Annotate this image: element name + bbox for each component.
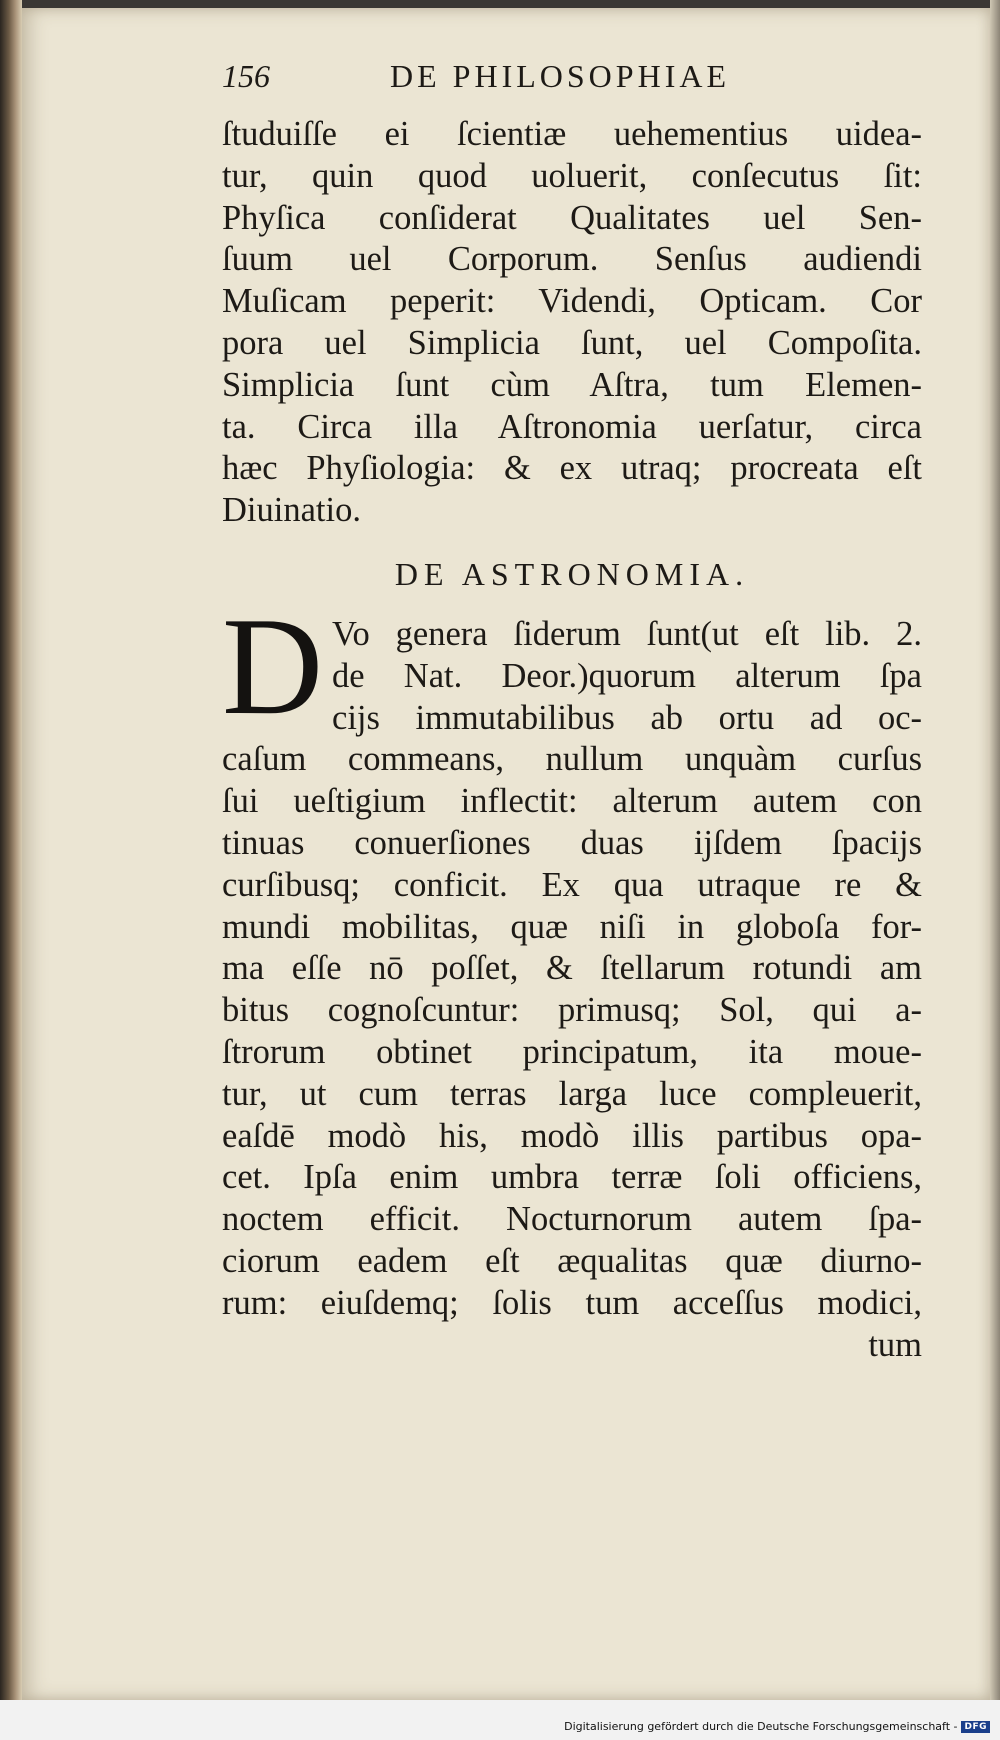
text-line: Diuinatio. bbox=[222, 491, 361, 530]
text-line: de Nat. Deor.)quorum alterum ſpa bbox=[332, 656, 922, 695]
drop-cap: D bbox=[222, 589, 324, 744]
section-heading: DE ASTRONOMIA. bbox=[394, 556, 750, 592]
catchword: tum bbox=[868, 1325, 922, 1364]
running-head: DE PHILOSOPHIAE bbox=[390, 58, 730, 94]
book-binding-edge bbox=[0, 0, 22, 1740]
paragraph-philosophy bbox=[222, 114, 922, 532]
text-line: ſtrorum obtinet principatum, ita moue- bbox=[222, 1032, 922, 1071]
page-right-edge bbox=[990, 0, 1000, 1740]
text-line: hæc Phyſiologia: & ex utraq; procreata eſt bbox=[222, 449, 922, 488]
page-header bbox=[222, 58, 922, 98]
text-line: ſtuduiſſe ei ſcientiæ uehementius uidea- bbox=[222, 115, 922, 153]
text-line: Muſicam peperit: Videndi, Opticam. Cor bbox=[222, 282, 922, 321]
text-line: tinuas conuerſiones duas ijſdem ſpacijs bbox=[222, 823, 922, 862]
text-line: Simplicia ſunt cùm Aſtra, tum Elemen- bbox=[222, 365, 922, 404]
text-line: tur, ut cum terras larga luce compleuerit, bbox=[222, 1074, 922, 1113]
dfg-logo-icon: DFG bbox=[961, 1721, 990, 1733]
text-line: tur, quin quod uoluerit, conſecutus ſit: bbox=[222, 156, 922, 195]
text-line: ſui ueſtigium inflectit: alterum autem con bbox=[222, 782, 922, 821]
text-line: caſum commeans, nullum unquàm curſus bbox=[222, 740, 922, 779]
text-line: bitus cognoſcuntur: primusq; Sol, qui a- bbox=[222, 991, 922, 1030]
text-line: ſuum uel Corporum. Senſus audiendi bbox=[222, 240, 922, 279]
digitization-credit bbox=[564, 1720, 990, 1733]
text-line: Vo genera ſiderum ſunt(ut eſt lib. 2. bbox=[332, 615, 922, 653]
text-line: curſibusq; conficit. Ex qua utraque re & bbox=[222, 865, 922, 904]
text-line: cijs immutabilibus ab ortu ad oc- bbox=[332, 698, 922, 737]
text-line: Phyſica conſiderat Qualitates uel Sen- bbox=[222, 198, 922, 237]
credit-text: Digitalisierung gefördert durch die Deutsche Forschungsgemeinschaft - bbox=[564, 1720, 958, 1733]
text-line: cet. Ipſa enim umbra terræ ſoli officiens, bbox=[222, 1158, 922, 1197]
page-number: 156 bbox=[222, 58, 270, 94]
paragraph-astronomy bbox=[222, 589, 922, 1366]
text-line: noctem efficit. Nocturnorum autem ſpa- bbox=[222, 1200, 922, 1239]
text-line: ciorum eadem eſt æqualitas quæ diurno- bbox=[222, 1241, 922, 1280]
text-line: ma eſſe nō poſſet, & ſtellarum rotundi am bbox=[222, 949, 922, 988]
text-line: eaſdē modò his, modò illis partibus opa- bbox=[222, 1116, 922, 1155]
text-line: pora uel Simplicia ſunt, uel Compoſita. bbox=[222, 323, 922, 362]
text-line: rum: eiuſdemq; ſolis tum acceſſus modici, bbox=[222, 1283, 922, 1322]
text-line: mundi mobilitas, quæ niſi in globoſa for- bbox=[222, 907, 922, 946]
text-line: ta. Circa illa Aſtronomia uerſatur, circa bbox=[222, 407, 922, 446]
